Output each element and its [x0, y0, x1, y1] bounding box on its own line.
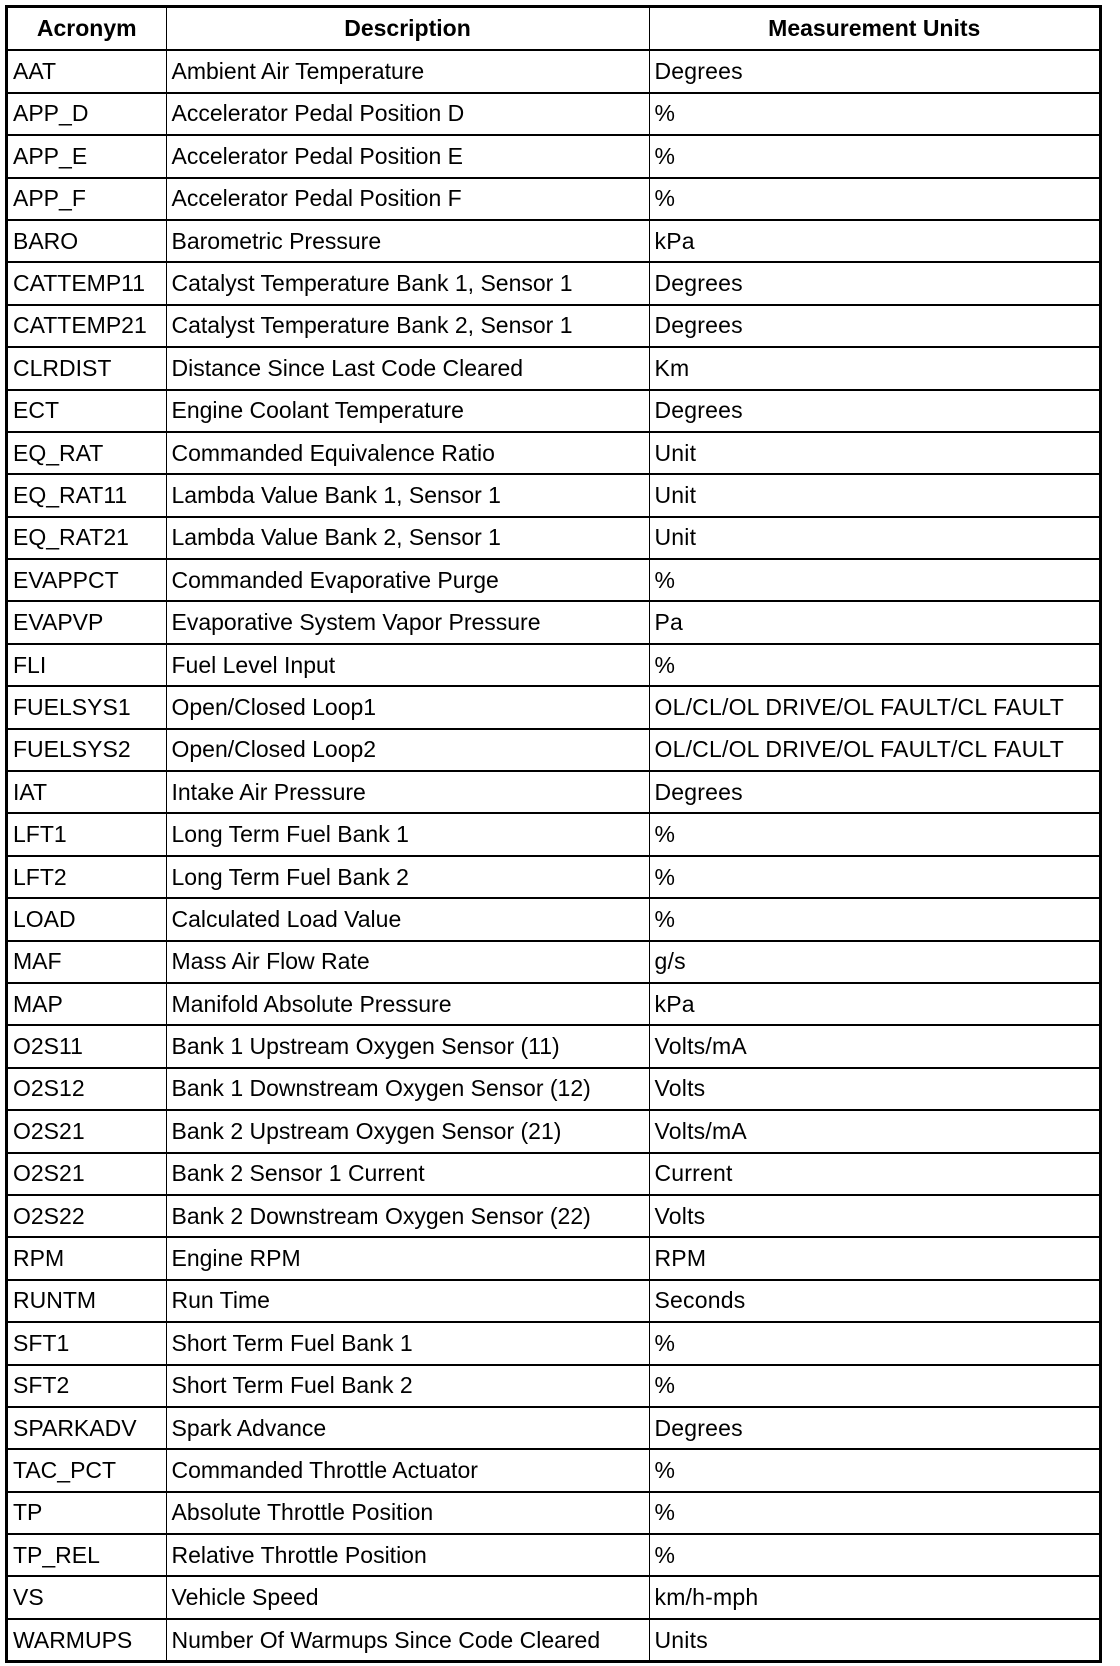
cell-acronym: AAT	[8, 50, 166, 92]
cell-description: Short Term Fuel Bank 1	[166, 1322, 649, 1364]
table-row	[8, 1534, 1099, 1576]
table-row	[8, 771, 1099, 813]
cell-description: Lambda Value Bank 2, Sensor 1	[166, 517, 649, 559]
table-row	[8, 347, 1099, 389]
cell-description: Engine Coolant Temperature	[166, 390, 649, 432]
cell-acronym: SFT1	[8, 1322, 166, 1364]
cell-acronym: O2S21	[8, 1110, 166, 1152]
header-acronym: Acronym	[36, 15, 137, 42]
table-row	[8, 135, 1099, 177]
table-row	[8, 1195, 1099, 1237]
cell-acronym: EVAPPCT	[8, 559, 166, 601]
table-row	[8, 50, 1099, 92]
cell-description: Mass Air Flow Rate	[166, 941, 649, 983]
cell-description: Number Of Warmups Since Code Cleared	[166, 1619, 649, 1661]
cell-units: km/h-mph	[649, 1576, 1099, 1618]
table-row	[8, 729, 1099, 771]
cell-acronym: IAT	[8, 771, 166, 813]
cell-units: Degrees	[649, 1407, 1099, 1449]
cell-units: %	[649, 898, 1099, 940]
cell-acronym: ECT	[8, 390, 166, 432]
table-row	[8, 93, 1099, 135]
cell-acronym: TAC_PCT	[8, 1449, 166, 1491]
cell-acronym: LFT2	[8, 856, 166, 898]
table-row	[8, 856, 1099, 898]
cell-acronym: FUELSYS1	[8, 686, 166, 728]
cell-description: Commanded Equivalence Ratio	[166, 432, 649, 474]
cell-acronym: EQ_RAT21	[8, 517, 166, 559]
table-row	[8, 1365, 1099, 1407]
cell-units: OL/CL/OL DRIVE/OL FAULT/CL FAULT	[649, 686, 1099, 728]
cell-acronym: EQ_RAT11	[8, 474, 166, 516]
cell-units: %	[649, 644, 1099, 686]
cell-units: g/s	[649, 941, 1099, 983]
table-row	[8, 178, 1099, 220]
cell-description: Distance Since Last Code Cleared	[166, 347, 649, 389]
table-row	[8, 432, 1099, 474]
cell-description: Intake Air Pressure	[166, 771, 649, 813]
cell-units: Unit	[649, 517, 1099, 559]
cell-acronym: VS	[8, 1576, 166, 1618]
cell-units: %	[649, 813, 1099, 855]
cell-description: Vehicle Speed	[166, 1576, 649, 1618]
cell-acronym: CATTEMP11	[8, 262, 166, 304]
table-row	[8, 559, 1099, 601]
cell-acronym: LOAD	[8, 898, 166, 940]
table-row	[8, 1322, 1099, 1364]
cell-acronym: SFT2	[8, 1365, 166, 1407]
cell-acronym: APP_E	[8, 135, 166, 177]
cell-acronym: FLI	[8, 644, 166, 686]
cell-acronym: TP_REL	[8, 1534, 166, 1576]
cell-description: Catalyst Temperature Bank 1, Sensor 1	[166, 262, 649, 304]
table-row	[8, 1492, 1099, 1534]
cell-description: Accelerator Pedal Position F	[166, 178, 649, 220]
cell-description: Commanded Evaporative Purge	[166, 559, 649, 601]
cell-description: Evaporative System Vapor Pressure	[166, 601, 649, 643]
table-row	[8, 517, 1099, 559]
table-row	[8, 1576, 1099, 1618]
header-measurement-units: Measurement Units	[649, 8, 1099, 50]
cell-description: Long Term Fuel Bank 2	[166, 856, 649, 898]
cell-description: Bank 2 Sensor 1 Current	[166, 1153, 649, 1195]
cell-acronym: APP_D	[8, 93, 166, 135]
cell-description: Run Time	[166, 1280, 649, 1322]
cell-acronym: CLRDIST	[8, 347, 166, 389]
table-row	[8, 1407, 1099, 1449]
cell-units: Volts	[649, 1068, 1099, 1110]
table-row	[8, 1619, 1099, 1661]
cell-acronym: BARO	[8, 220, 166, 262]
cell-description: Engine RPM	[166, 1237, 649, 1279]
cell-acronym: EQ_RAT	[8, 432, 166, 474]
cell-units: Seconds	[649, 1280, 1099, 1322]
cell-units: kPa	[649, 220, 1099, 262]
cell-units: %	[649, 1492, 1099, 1534]
table-row	[8, 644, 1099, 686]
cell-units: %	[649, 1365, 1099, 1407]
cell-units: %	[649, 178, 1099, 220]
cell-units: Degrees	[649, 305, 1099, 347]
table-row	[8, 1025, 1099, 1067]
acronym-table-container	[5, 5, 1102, 1663]
table-row	[8, 686, 1099, 728]
table-row	[8, 220, 1099, 262]
header-description: Description	[166, 8, 649, 50]
cell-description: Bank 2 Downstream Oxygen Sensor (22)	[166, 1195, 649, 1237]
cell-units: Volts/mA	[649, 1110, 1099, 1152]
cell-units: Current	[649, 1153, 1099, 1195]
table-body	[8, 50, 1099, 1661]
cell-description: Accelerator Pedal Position D	[166, 93, 649, 135]
table-row	[8, 305, 1099, 347]
cell-description: Absolute Throttle Position	[166, 1492, 649, 1534]
cell-acronym: APP_F	[8, 178, 166, 220]
table-row	[8, 1110, 1099, 1152]
table-row	[8, 390, 1099, 432]
cell-description: Open/Closed Loop1	[166, 686, 649, 728]
cell-acronym: SPARKADV	[8, 1407, 166, 1449]
cell-units: Pa	[649, 601, 1099, 643]
cell-acronym: MAP	[8, 983, 166, 1025]
cell-acronym: CATTEMP21	[8, 305, 166, 347]
cell-description: Bank 1 Downstream Oxygen Sensor (12)	[166, 1068, 649, 1110]
cell-description: Short Term Fuel Bank 2	[166, 1365, 649, 1407]
table-row	[8, 1237, 1099, 1279]
table-row	[8, 1449, 1099, 1491]
cell-units: Unit	[649, 432, 1099, 474]
cell-acronym: O2S12	[8, 1068, 166, 1110]
cell-units: Degrees	[649, 771, 1099, 813]
cell-acronym: LFT1	[8, 813, 166, 855]
cell-description: Spark Advance	[166, 1407, 649, 1449]
table-row	[8, 474, 1099, 516]
cell-description: Barometric Pressure	[166, 220, 649, 262]
cell-description: Accelerator Pedal Position E	[166, 135, 649, 177]
cell-acronym: TP	[8, 1492, 166, 1534]
cell-units: %	[649, 93, 1099, 135]
cell-units: %	[649, 1322, 1099, 1364]
cell-description: Calculated Load Value	[166, 898, 649, 940]
table-row	[8, 941, 1099, 983]
cell-units: kPa	[649, 983, 1099, 1025]
cell-description: Catalyst Temperature Bank 2, Sensor 1	[166, 305, 649, 347]
cell-units: %	[649, 1534, 1099, 1576]
cell-description: Bank 2 Upstream Oxygen Sensor (21)	[166, 1110, 649, 1152]
cell-description: Bank 1 Upstream Oxygen Sensor (11)	[166, 1025, 649, 1067]
cell-acronym: RUNTM	[8, 1280, 166, 1322]
cell-description: Commanded Throttle Actuator	[166, 1449, 649, 1491]
cell-units: %	[649, 135, 1099, 177]
cell-acronym: WARMUPS	[8, 1619, 166, 1661]
acronym-table	[8, 8, 1099, 1661]
table-row	[8, 1068, 1099, 1110]
cell-units: %	[649, 856, 1099, 898]
cell-description: Lambda Value Bank 1, Sensor 1	[166, 474, 649, 516]
table-row	[8, 262, 1099, 304]
table-row	[8, 983, 1099, 1025]
cell-units: Unit	[649, 474, 1099, 516]
cell-acronym: EVAPVP	[8, 601, 166, 643]
cell-units: %	[649, 559, 1099, 601]
cell-units: OL/CL/OL DRIVE/OL FAULT/CL FAULT	[649, 729, 1099, 771]
cell-description: Manifold Absolute Pressure	[166, 983, 649, 1025]
cell-units: Units	[649, 1619, 1099, 1661]
cell-acronym: O2S21	[8, 1153, 166, 1195]
cell-units: Volts	[649, 1195, 1099, 1237]
table-row	[8, 898, 1099, 940]
cell-description: Relative Throttle Position	[166, 1534, 649, 1576]
cell-acronym: O2S22	[8, 1195, 166, 1237]
cell-acronym: FUELSYS2	[8, 729, 166, 771]
cell-acronym: MAF	[8, 941, 166, 983]
cell-units: Volts/mA	[649, 1025, 1099, 1067]
table-row	[8, 1153, 1099, 1195]
table-header-row	[8, 8, 1099, 50]
table-row	[8, 601, 1099, 643]
table-row	[8, 1280, 1099, 1322]
table-row	[8, 813, 1099, 855]
cell-units: RPM	[649, 1237, 1099, 1279]
cell-units: Degrees	[649, 390, 1099, 432]
cell-description: Open/Closed Loop2	[166, 729, 649, 771]
cell-description: Fuel Level Input	[166, 644, 649, 686]
cell-units: Km	[649, 347, 1099, 389]
cell-description: Long Term Fuel Bank 1	[166, 813, 649, 855]
cell-description: Ambient Air Temperature	[166, 50, 649, 92]
cell-units: Degrees	[649, 262, 1099, 304]
cell-acronym: O2S11	[8, 1025, 166, 1067]
cell-units: %	[649, 1449, 1099, 1491]
cell-acronym: RPM	[8, 1237, 166, 1279]
cell-units: Degrees	[649, 50, 1099, 92]
